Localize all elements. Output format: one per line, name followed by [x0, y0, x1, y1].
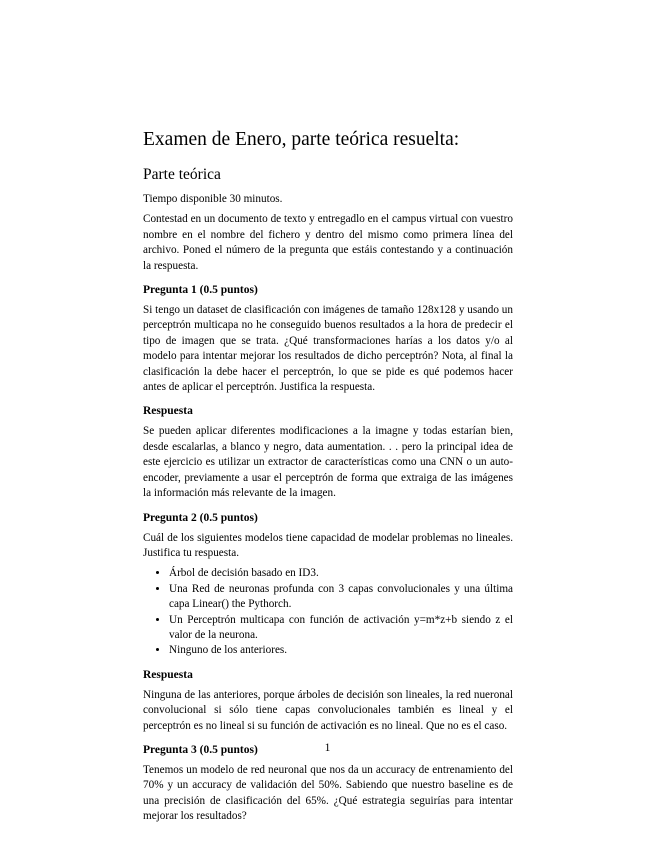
answer-2-text: Ninguna de las anteriores, porque árboles de decisión son lineales, la red nueronal convolucional si sólo tiene capas convolucionales también es lineal y el perceptrón es no lineal si su función de activación es no lineal. Que no es el caso. — [143, 688, 513, 732]
option-item: • Una Red de neuronas profunda con 3 capas convolucionales y una última capa Linear() the Pythorch. — [169, 582, 513, 613]
question-2-heading: Pregunta 2 (0.5 puntos) — [143, 511, 258, 524]
document-page — [143, 128, 513, 830]
option-item: • Un Perceptrón multicapa con función de activación y=m*z+b siendo z el valor de la neurona. — [169, 613, 513, 644]
question-1-heading: Pregunta 1 (0.5 puntos) — [143, 284, 258, 297]
option-item: • Árbol de decisión basado en ID3. — [169, 566, 513, 581]
section-heading: Parte teórica — [143, 166, 221, 183]
option-item: • Ninguno de los anteriores. — [169, 643, 513, 658]
question-2-text: Cuál de los siguientes modelos tiene capacidad de modelar problemas no lineales. Justifica tu respuesta. — [143, 531, 513, 559]
page-number: 1 — [324, 742, 331, 754]
document-title: Examen de Enero, parte teórica resuelta: — [143, 129, 460, 150]
answer-2-heading: Respuesta — [143, 668, 193, 681]
question-1-text: Si tengo un dataset de clasificación con imágenes de tamaño 128x128 y usando un perceptrón multicapa no he conseguido buenos resultados a la hora de predecir el tipo de imagen que se trata. ¿Qué transformaciones harías a los datos y/o al modelo para intentar mejorar los resultados de dicho perceptrón? Nota, al final la clasificación la debe hacer el perceptrón, lo que se pide es qué podemos hacer antes de aplicar el perceptrón. Justifica la respuesta. — [143, 304, 513, 394]
question-3-text: Tenemos un modelo de red neuronal que nos da un accuracy de entrenamiento del 70% y un accuracy de validación del 50%. Sabiendo que nuestro baseline es de una precisión de clasificación del 65%. ¿Qué estrategia seguirías para intentar mejorar los resultados? — [143, 763, 513, 823]
question-3-heading: Pregunta 3 (0.5 puntos) — [143, 743, 258, 756]
answer-1-heading: Respuesta — [143, 405, 193, 418]
time-note: Tiempo disponible 30 minutos. — [143, 193, 283, 205]
answer-1-text: Se pueden aplicar diferentes modificaciones a la imagne y todas estarían bien, desde escalarlas, a blanco y negro, data aumentation. . . pero la principal idea de este ejercicio es utilizar un extractor de características como una CNN o un auto-encoder, previamente a usar el perceptrón de forma que extraiga de las imágenes la información más relevante de la imagen. — [143, 425, 513, 500]
instructions-paragraph: Contestad en un documento de texto y entregadlo en el campus virtual con vuestro nombre en el nombre del fichero y dentro del mismo como primera línea del archivo. Poned el número de la pregunta que estáis contestando y a continuación la respuesta. — [143, 213, 513, 272]
question-2-options — [143, 566, 513, 658]
